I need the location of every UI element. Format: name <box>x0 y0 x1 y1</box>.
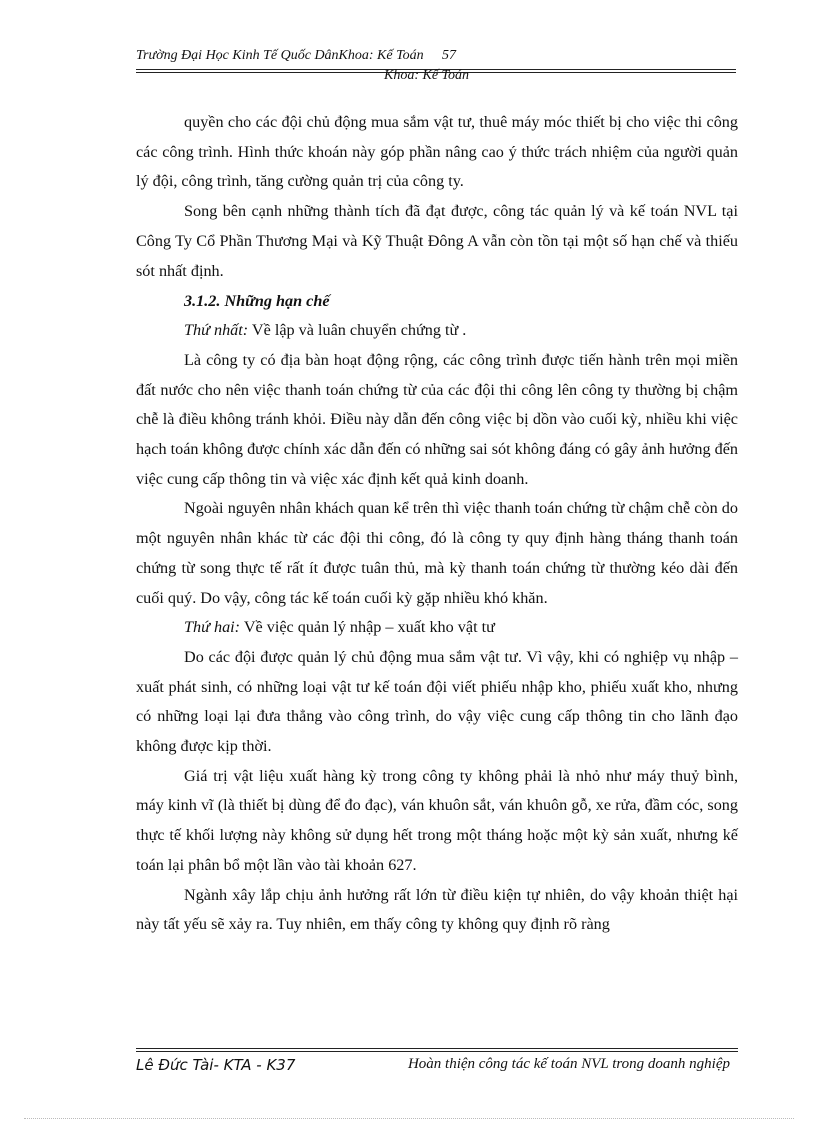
header-faculty: Khoa: Kế Toán <box>384 68 470 83</box>
page-number: 57 <box>442 48 456 63</box>
subsection-second-title <box>136 613 738 643</box>
footer-author: Lê Đức Tài- KTA - K37 <box>136 1056 296 1074</box>
paragraph: Giá trị vật liệu xuất hàng kỳ trong công ty không phải là nhỏ như máy thuỷ bình, máy kinh vĩ (là thiết bị dùng để đo đạc), ván khuôn sắt, ván khuôn gỗ, xe rửa, đầm cóc, song thực tế khối lượng này không sử dụng hết trong một tháng hoặc một kỳ sản xuất, nhưng kế toán lại phân bổ một lần vào tài khoản 627. <box>136 766 738 874</box>
paragraph: Là công ty có địa bàn hoạt động rộng, các công trình được tiến hành trên mọi miền đất nước cho nên việc thanh toán chứng từ của các đội thi công lên công ty thường bị chậm chễ là điều không tránh khỏi. Điều này dẫn đến công việc bị dồn vào cuối kỳ, nhiều khi việc hạch toán không được chính xác dẫn đến có những sai sót không đáng có gây ảnh hưởng đến việc cung cấp thông tin và việc xác định kết quả kinh doanh. <box>136 350 738 488</box>
page-bottom-border <box>24 1118 794 1119</box>
paragraph: Do các đội được quản lý chủ động mua sắm vật tư. Vì vậy, khi có nghiệp vụ nhập – xuất phát sinh, có những loại vật tư kế toán đội viết phiếu nhập kho, phiếu xuất kho, nhưng có những loại lại đưa thẳng vào công trình, do vậy việc cung cấp thông tin cho lãnh đạo không được kịp thời. <box>136 647 738 756</box>
paragraph: Song bên cạnh những thành tích đã đạt được, công tác quản lý và kế toán NVL tại Công Ty Cổ Phần Thương Mại và Kỹ Thuật Đông A vẫn còn tồn tại một số hạn chế và thiếu sót nhất định. <box>136 202 738 280</box>
footer-rule <box>136 1048 738 1049</box>
subsection-first-title <box>136 316 738 346</box>
document-body <box>136 108 738 940</box>
header-school-title: Trường Đại Học Kinh Tế Quốc DânKhoa: Kế Toán <box>136 48 424 63</box>
section-heading: 3.1.2. Những hạn chế <box>184 292 330 311</box>
footer-document-title: Hoàn thiện công tác kế toán NVL trong doanh nghiệp <box>407 1056 730 1072</box>
page-footer <box>136 1048 738 1078</box>
subsection-lead: Thứ nhất: <box>184 321 249 340</box>
subsection-lead: Thứ hai: <box>184 618 241 637</box>
footer-rule-double <box>136 1051 738 1052</box>
subsection-title-text: Về lập và luân chuyển chứng từ . <box>248 321 467 340</box>
subsection-title-text: Về việc quản lý nhập – xuất kho vật tư <box>240 618 495 637</box>
paragraph: Ngành xây lắp chịu ảnh hưởng rất lớn từ điều kiện tự nhiên, do vậy khoản thiệt hại này tất yếu sẽ xảy ra. Tuy nhiên, em thấy công ty không quy định rõ ràng <box>136 885 738 934</box>
paragraph: quyền cho các đội chủ động mua sắm vật tư, thuê máy móc thiết bị cho việc thi công các công trình. Hình thức khoán này góp phần nâng cao ý thức trách nhiệm của người quản lý đội, công trình, tăng cường quản trị của công ty. <box>136 113 738 191</box>
paragraph: Ngoài nguyên nhân khách quan kể trên thì việc thanh toán chứng từ chậm chễ còn do một nguyên nhân khác từ các đội thi công, đó là công ty quy định hàng tháng thanh toán chứng từ song thực tế rất ít được tuân thủ, mà kỳ thanh toán chứng từ thường kéo dài đến cuối quý. Do vậy, công tác kế toán cuối kỳ gặp nhiều khó khăn. <box>136 499 738 607</box>
page-header <box>136 48 736 88</box>
